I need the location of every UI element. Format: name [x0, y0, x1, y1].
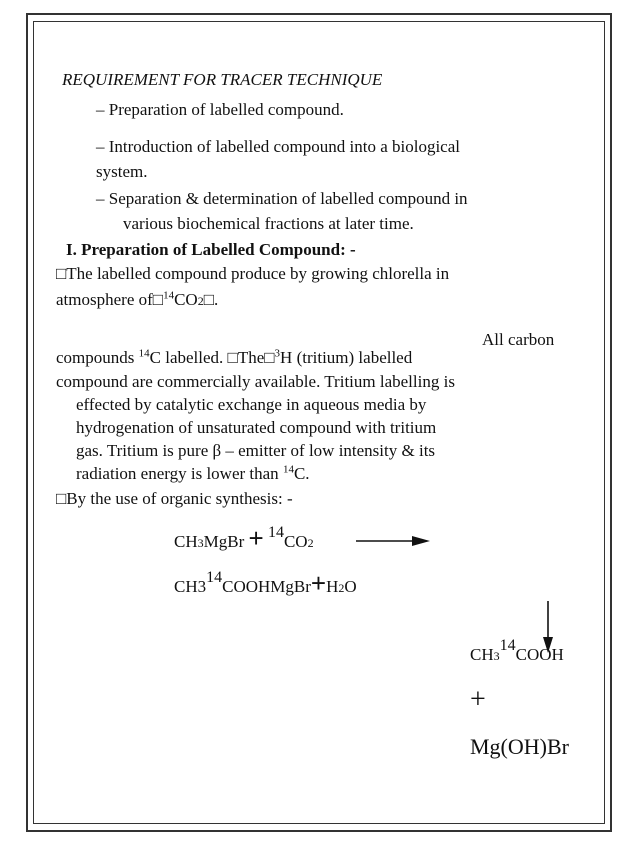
- paragraph-2-line-4: hydrogenation of unsaturated compound with tritium: [76, 418, 437, 437]
- product-2: Mg(OH)Br: [470, 734, 569, 759]
- reaction-arrow-right-icon: [354, 533, 432, 549]
- paragraph-1-line-2: atmosphere of□$^{14}$CO2□.: [56, 289, 219, 309]
- bullet-glyph: □: [56, 264, 67, 283]
- bullet-glyph: □: [203, 290, 214, 309]
- paragraph-2-line-6: radiation energy is lower than $^{14}$C.: [76, 463, 310, 483]
- bullet-glyph: □: [152, 290, 164, 309]
- paragraph-2-line-3: effected by catalytic exchange in aqueous media by: [76, 395, 427, 414]
- paragraph-2-line-5: gas. Tritium is pure β – emitter of low intensity & its: [76, 441, 436, 460]
- paragraph-2-line-1: compounds $^{14}$C labelled. □The□$^3$H (tritium) labelled: [56, 347, 413, 367]
- requirement-2: – Introduction of labelled compound into a biological: [96, 137, 460, 156]
- bullet-glyph: □: [264, 348, 275, 367]
- paragraph-3: □By the use of organic synthesis: -: [56, 489, 293, 508]
- paragraph-2-all-carbon: All carbon: [482, 330, 555, 349]
- plus-sign: +: [248, 523, 264, 553]
- bullet-glyph: □: [56, 489, 67, 508]
- bullet-glyph: □: [227, 348, 238, 367]
- section-heading: I. Preparation of Labelled Compound: -: [66, 240, 356, 259]
- requirement-3-cont: various biochemical fractions at later time.: [123, 214, 414, 233]
- requirement-1: – Preparation of labelled compound.: [96, 100, 344, 119]
- product-plus-sign: +: [470, 684, 486, 715]
- reaction-line-1: CH3MgBr + 14CO2: [174, 523, 314, 553]
- requirement-3: – Separation & determination of labelled compound in: [96, 189, 468, 208]
- reaction-line-2: CH314COOHMgBr+H2O: [174, 568, 357, 598]
- product-1: CH314COOH: [470, 637, 564, 664]
- page-title: REQUIREMENT FOR TRACER TECHNIQUE: [62, 70, 383, 89]
- paragraph-2-line-2: compound are commercially available. Tritium labelling is: [56, 372, 455, 391]
- paragraph-1-line-1: □The labelled compound produce by growing chlorella in: [56, 264, 450, 283]
- plus-sign: +: [310, 568, 327, 598]
- requirement-2-cont: system.: [96, 162, 148, 181]
